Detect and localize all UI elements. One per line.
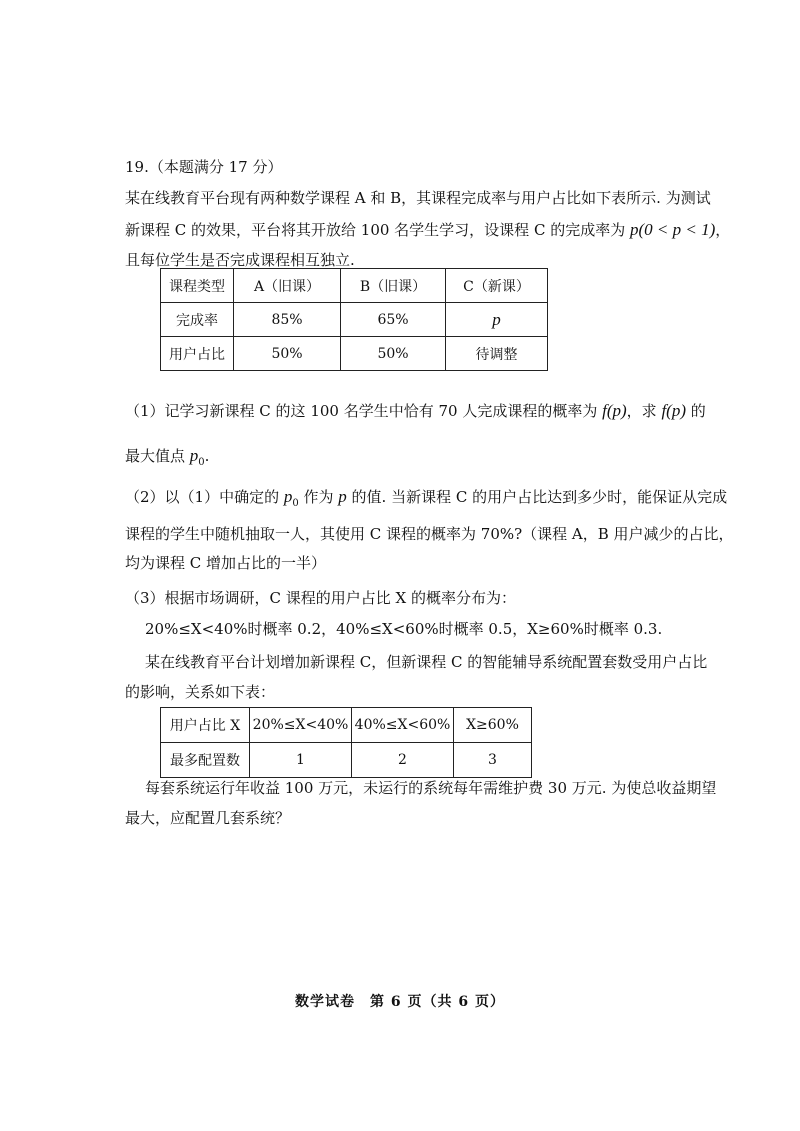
f-p-math: f(p): [602, 401, 627, 420]
table-cell: 完成率: [161, 303, 234, 337]
table-row: [161, 337, 548, 371]
question-header: 19.（本题满分 17 分）: [125, 158, 283, 176]
part1-line-1: [125, 401, 706, 421]
table-header-cell: C（新课）: [446, 269, 548, 303]
page-footer: 数学试卷 第 6 页（共 6 页）: [295, 994, 505, 1010]
p0-subscript: 0: [198, 457, 205, 468]
part2-text: 作为: [298, 488, 339, 506]
table-cell: 20%≤X<40%: [250, 708, 352, 743]
table-row: [161, 269, 548, 303]
intro-line-2-text: 新课程 C 的效果，平台将其开放给 100 名学生学习，设课程 C 的完成率为: [125, 221, 630, 239]
table-row: [161, 303, 548, 337]
table-cell: 65%: [341, 303, 446, 337]
table-cell: 待调整: [446, 337, 548, 371]
table-cell: 用户占比: [161, 337, 234, 371]
intro-line-2: [125, 220, 730, 240]
table-row: [161, 743, 532, 778]
part3-line-6: 最大，应配置几套系统？: [125, 809, 291, 827]
table-cell: 1: [250, 743, 352, 778]
p-range-math: p(0 < p < 1): [629, 220, 716, 239]
part2-text: （2）以（1）中确定的: [125, 488, 284, 506]
part1-text: 的: [686, 402, 706, 420]
table-header-cell: 课程类型: [161, 269, 234, 303]
part3-line-2: 20%≤X<40%时概率 0.2，40%≤X<60%时概率 0.5，X≥60%时概率 0.3.: [145, 620, 663, 638]
part3-line-3: 某在线教育平台计划增加新课程 C，但新课程 C 的智能辅导系统配置套数受用户占比: [145, 653, 708, 671]
table-cell: 40%≤X<60%: [352, 708, 454, 743]
part2-line-1: [125, 487, 727, 514]
table-cell: 用户占比 X: [161, 708, 250, 743]
table-cell: 50%: [341, 337, 446, 371]
intro-line-2-end: ，: [715, 221, 731, 239]
course-table: [160, 268, 548, 371]
part3-line-4: 的影响，关系如下表：: [125, 683, 276, 701]
f-p-math: f(p): [661, 401, 686, 420]
table-cell: 2: [352, 743, 454, 778]
part1-text: 最大值点: [125, 447, 190, 465]
part2-text: 的值. 当新课程 C 的用户占比达到多少时，能保证从完成: [346, 488, 728, 506]
part2-line-2: 课程的学生中随机抽取一人，其使用 C 课程的概率为 70%?（课程 A，B 用户减少的占比，: [125, 525, 734, 543]
table-header-cell: A（旧课）: [234, 269, 341, 303]
table-cell: X≥60%: [454, 708, 532, 743]
table-cell: 3: [454, 743, 532, 778]
table-cell: 50%: [234, 337, 341, 371]
table-cell: [446, 303, 548, 337]
part2-line-3: 均为课程 C 增加占比的一半）: [125, 554, 327, 572]
part1-text: （1）记学习新课程 C 的这 100 名学生中恰有 70 人完成课程的概率为: [125, 402, 603, 420]
part3-line-1: （3）根据市场调研，C 课程的用户占比 X 的概率分布为：: [125, 589, 517, 607]
intro-line-1: 某在线教育平台现有两种数学课程 A 和 B，其课程完成率与用户占比如下表所示. 为测试: [125, 189, 711, 207]
part1-text: ，求: [626, 402, 662, 420]
table-cell: 最多配置数: [161, 743, 250, 778]
part1-line-2: [125, 446, 209, 473]
p0-math: p: [283, 487, 293, 506]
part1-text: .: [204, 447, 210, 465]
p0-math: p: [189, 446, 199, 465]
p0-subscript: 0: [292, 498, 299, 509]
table-cell: 85%: [234, 303, 341, 337]
config-table: [160, 707, 532, 778]
p-variable: p: [492, 309, 501, 329]
table-row: [161, 708, 532, 743]
table-header-cell: B（旧课）: [341, 269, 446, 303]
p-variable: p: [338, 487, 347, 506]
part3-line-5: 每套系统运行年收益 100 万元，未运行的系统每年需维护费 30 万元. 为使总收益期望: [145, 779, 717, 797]
intro-line-3: 且每位学生是否完成课程相互独立.: [125, 251, 355, 269]
